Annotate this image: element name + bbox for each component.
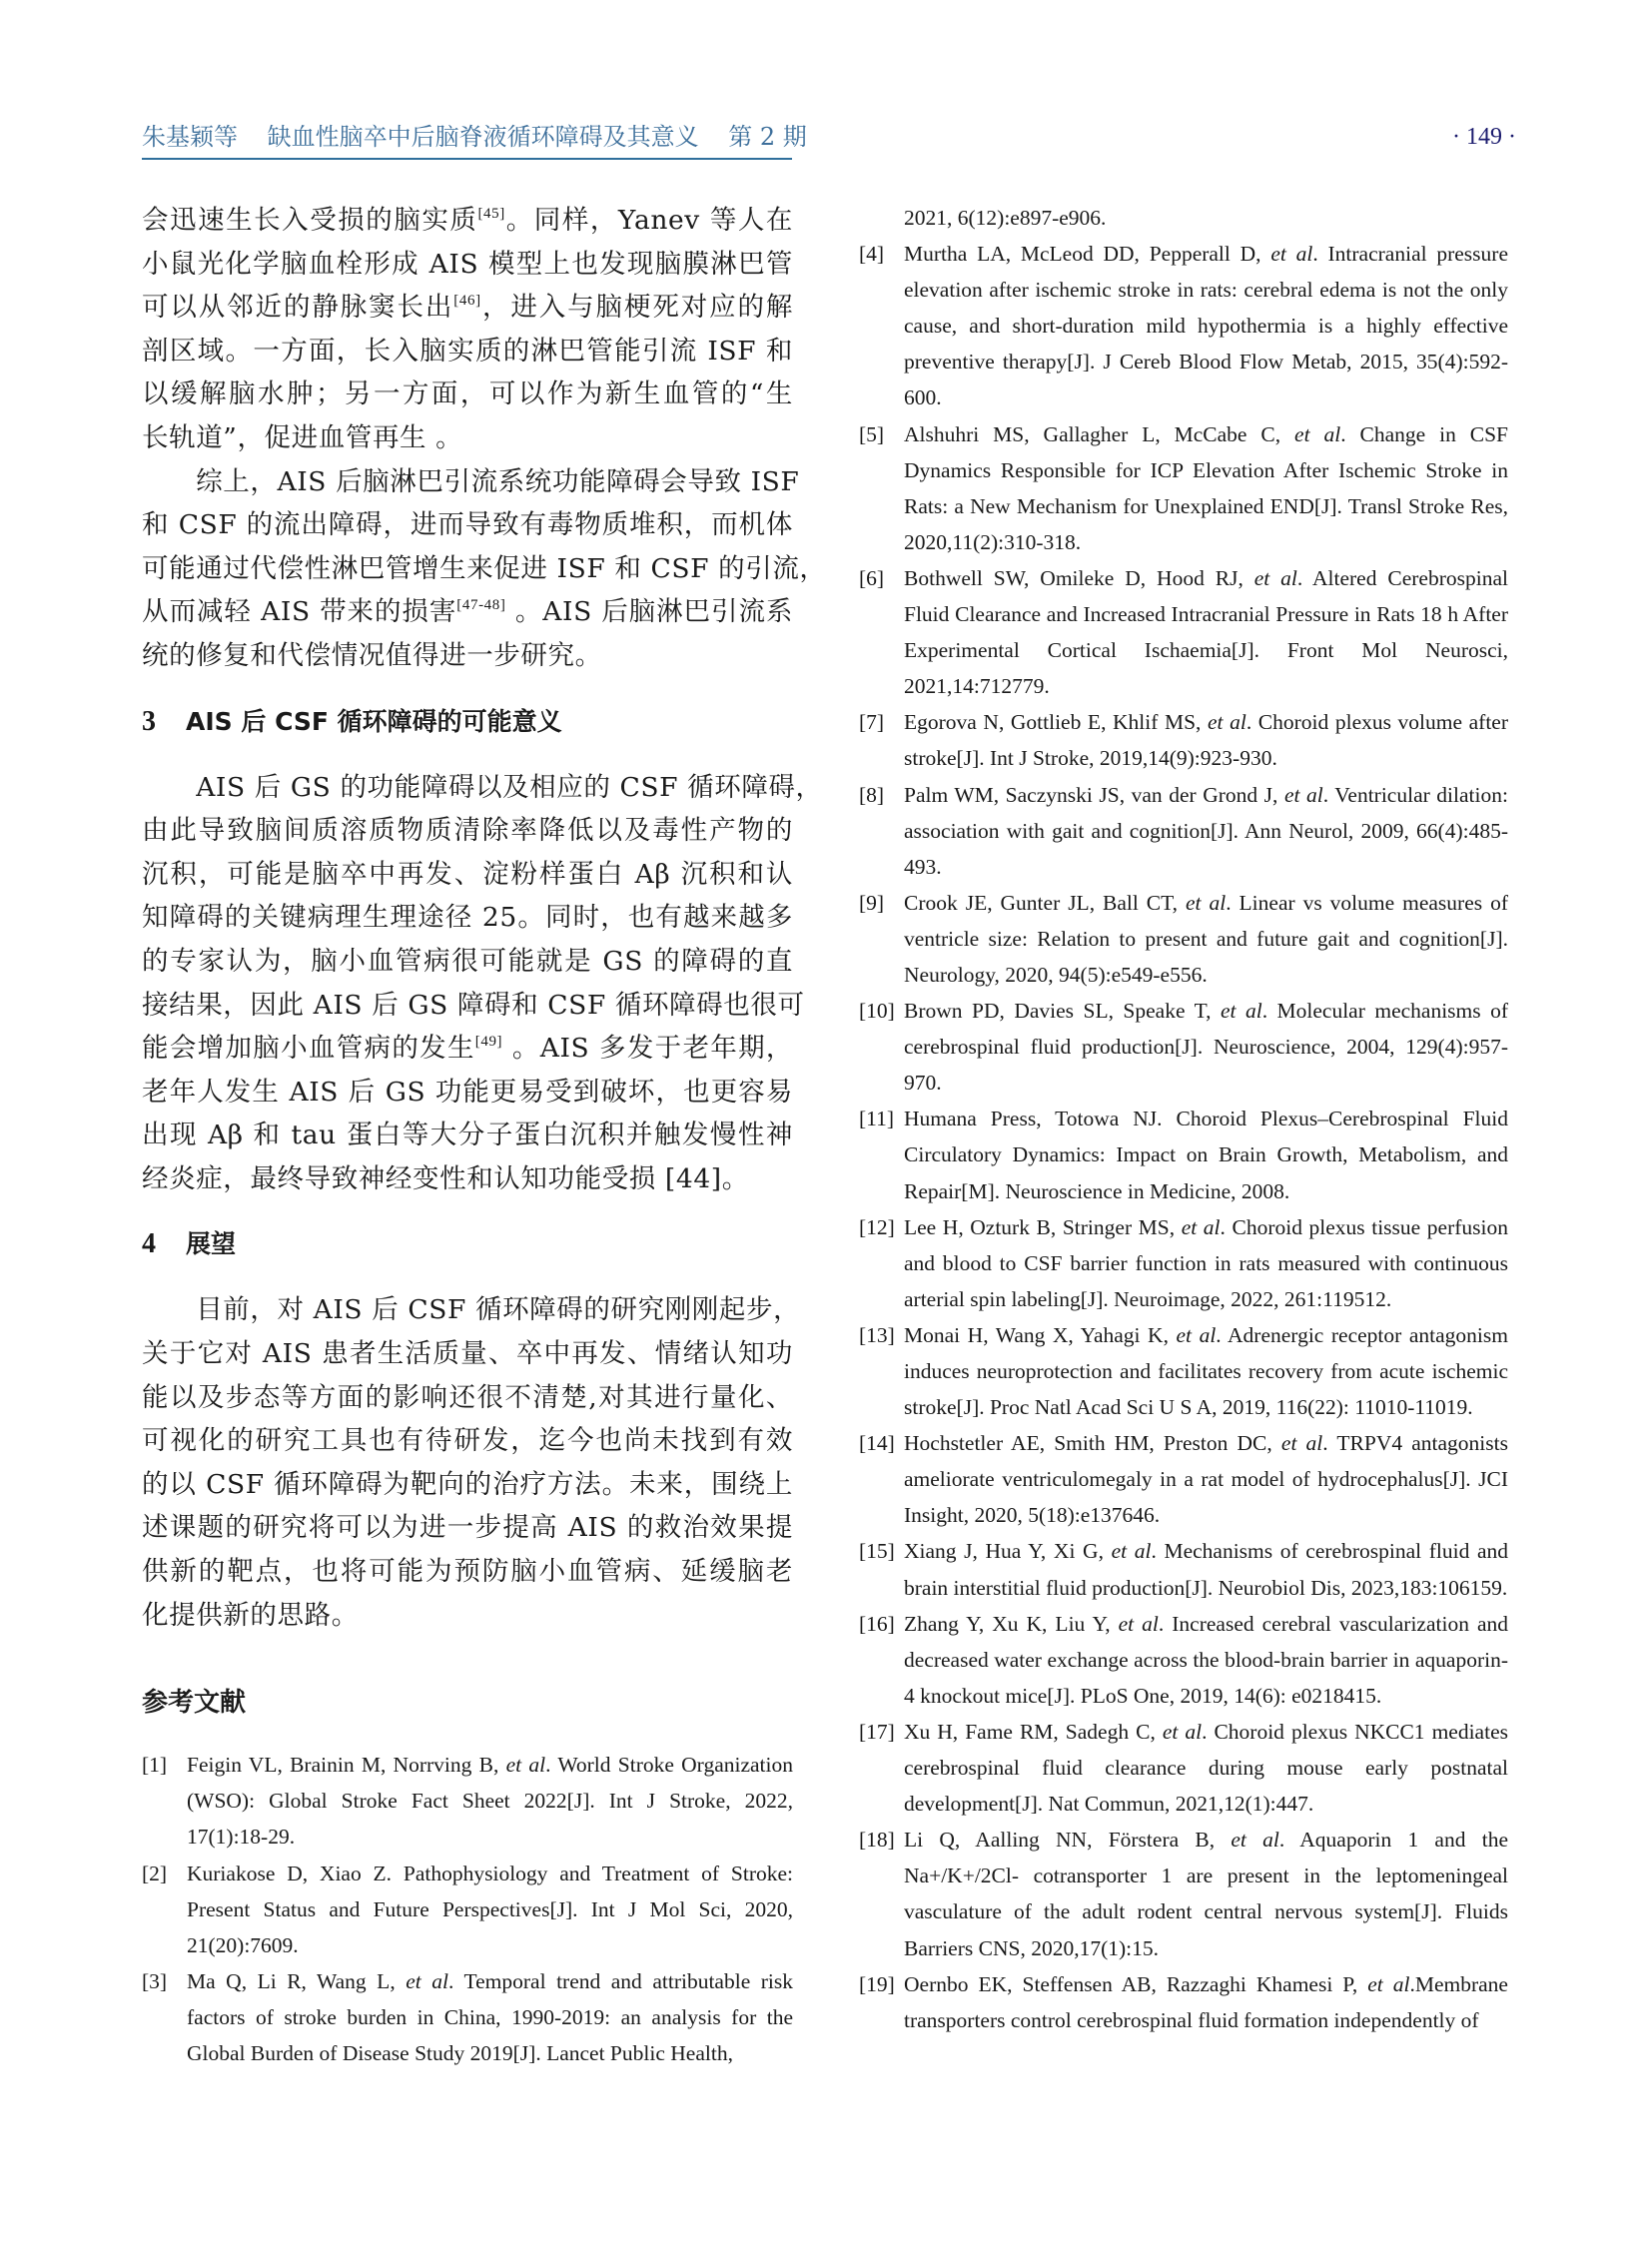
reference-authors: Bothwell SW, Omileke D, Hood RJ,	[904, 565, 1254, 590]
reference-authors: Lee H, Ozturk B, Stringer MS,	[904, 1214, 1182, 1239]
reference-number: [17]	[859, 1719, 895, 1744]
reference-item	[859, 1714, 1508, 1822]
text-segment: 沉积，可能是脑卒中再发、淀粉样蛋白 Aβ 沉积和认	[142, 858, 793, 890]
reference-authors: Alshuhri MS, Gallagher L, McCabe C,	[904, 421, 1295, 446]
reference-etal: et al	[1231, 1828, 1279, 1853]
text-segment: 目前，对 AIS 后 CSF 循环障碍的研究刚刚起步，	[142, 1294, 801, 1326]
reference-authors: Zhang Y, Xu K, Liu Y,	[904, 1611, 1119, 1636]
text-line	[142, 1376, 793, 1420]
reference-authors: Kuriakose D, Xiao Z. Pathophysiology and Treatment of Stroke: Present Status and Future Perspectives[J]. Int J Mol Sci, 2020, 21(20):7609.	[187, 1861, 793, 1957]
section-heading-3	[142, 700, 793, 744]
text-line	[142, 896, 793, 940]
reference-body: . Adrenergic receptor antagonism induces neuroprotection and facilitates recovery from acute ischemic stroke[J]. Proc Natl Acad Sci U S A, 2019, 116(22): 11010-11019.	[904, 1322, 1508, 1420]
running-head-title: 缺血性脑卒中后脑脊液循环障碍及其意义	[267, 123, 699, 151]
reference-text	[904, 1209, 1508, 1317]
text-line	[142, 984, 805, 1028]
text-segment: 。同样，Yanev 等人在	[504, 205, 793, 236]
reference-authors: Brown PD, Davies SL, Speake T,	[904, 999, 1221, 1024]
left-column	[142, 199, 827, 2071]
text-line	[142, 330, 793, 374]
citation-superscript: [45]	[477, 206, 505, 222]
text-line	[142, 1506, 793, 1550]
reference-text	[904, 1606, 1508, 1714]
text-line	[142, 1332, 793, 1376]
reference-number: [10]	[859, 999, 895, 1024]
right-column	[859, 200, 1508, 2038]
text-segment: 能以及步态等方面的影响还很不清楚,对其进行量化、	[142, 1381, 793, 1413]
reference-authors: Palm WM, Saczynski JS, van der Grond J,	[904, 782, 1284, 807]
reference-number: [4]	[859, 242, 885, 267]
reference-text	[904, 1966, 1508, 2038]
text-line	[142, 416, 793, 460]
reference-body: . Altered Cerebrospinal Fluid Clearance and Increased Intracranial Pressure in Rats 18 h After Experimental Cortical Ischaemia[J]. Front Mol Neurosci, 2021,14:712779.	[904, 565, 1508, 699]
text-line	[142, 460, 800, 504]
text-line	[142, 1594, 793, 1638]
reference-text	[904, 236, 1508, 415]
text-line	[142, 199, 793, 243]
text-segment: 关于它对 AIS 患者生活质量、卒中再发、情绪认知功	[142, 1338, 793, 1370]
text-segment: 。AIS 多发于老年期，	[502, 1033, 793, 1065]
citation-superscript: [49]	[474, 1034, 503, 1051]
reference-authors: Feigin VL, Brainin M, Norrving B,	[187, 1753, 506, 1778]
reference-item	[859, 1822, 1508, 1965]
text-segment: 接结果，因此 AIS 后 GS 障碍和 CSF 循环障碍也很可	[142, 989, 805, 1021]
reference-text	[904, 993, 1508, 1101]
text-line	[142, 1550, 793, 1594]
text-segment: 经炎症，最终导致神经变性和认知功能受损 [44]。	[142, 1162, 749, 1194]
reference-text	[187, 1963, 793, 2071]
body-paragraph-4	[142, 1288, 801, 1637]
text-line	[142, 590, 793, 634]
reference-authors: Crook JE, Gunter JL, Ball CT,	[904, 890, 1187, 915]
reference-etal: et al	[1270, 242, 1313, 267]
text-segment: 由此导致脑间质溶质物质清除率降低以及毒性产物的	[142, 815, 793, 847]
reference-etal: et al	[1294, 421, 1341, 446]
reference-number: [13]	[859, 1322, 895, 1347]
reference-item	[859, 1209, 1508, 1317]
text-segment: 能会增加脑小血管病的发生	[142, 1033, 475, 1065]
text-segment: 供新的靶点，也将可能为预防脑小血管病、延缓脑老	[142, 1556, 793, 1588]
reference-authors: Xu H, Fame RM, Sadegh C,	[904, 1719, 1163, 1744]
reference-body: . TRPV4 antagonists ameliorate ventriculomegaly in a rat model of hydrocephalus[J]. JCI Insight, 2020, 5(18):e137646.	[904, 1431, 1508, 1528]
references-heading: 参考文献	[142, 1688, 247, 1719]
text-line	[142, 1419, 793, 1463]
reference-number: [5]	[859, 421, 885, 446]
reference-number: [8]	[859, 782, 885, 807]
reference-text	[904, 1317, 1508, 1425]
reference-text	[904, 1101, 1508, 1208]
reference-number: [11]	[859, 1107, 895, 1131]
text-line	[142, 1157, 793, 1201]
reference-item	[859, 777, 1508, 885]
section-heading-4	[142, 1222, 793, 1266]
reference-body: . Increased cerebral vascularization and decreased water exchange across the blood-brain barrier in aquaporin-4 knockout mice[J]. PLoS One, 2019, 14(6): e0218415.	[904, 1611, 1508, 1708]
reference-number: [1]	[142, 1753, 168, 1778]
body-paragraph-3	[142, 766, 823, 1201]
reference-text	[904, 560, 1508, 704]
reference-number: [18]	[859, 1828, 895, 1853]
section-number: 3	[142, 705, 156, 737]
reference-body: . Choroid plexus volume after stroke[J]. Int J Stroke, 2019,14(9):923-930.	[904, 710, 1508, 771]
text-segment: 可以从邻近的静脉窦长出	[142, 292, 454, 324]
reference-etal: et al	[505, 1753, 546, 1778]
running-head-authors: 朱基颖等	[142, 123, 238, 151]
text-segment: 以缓解脑水肿；另一方面，可以作为新生血管的“生	[142, 378, 793, 410]
reference-etal: et al	[406, 1968, 448, 1993]
text-line	[142, 853, 793, 897]
reference-continuation: 2021, 6(12):e897-e906.	[904, 206, 1107, 230]
reference-authors: Monai H, Wang X, Yahagi K,	[904, 1322, 1177, 1347]
reference-item	[142, 1856, 793, 1963]
text-segment: 可能通过代偿性淋巴管增生来促进 ISF 和 CSF 的引流，	[142, 552, 827, 584]
reference-text	[904, 416, 1508, 560]
text-segment: 出现 Aβ 和 tau 蛋白等大分子蛋白沉积并触发慢性神	[142, 1120, 793, 1151]
text-segment: 。AIS 后脑淋巴引流系	[505, 596, 793, 628]
text-segment: 综上，AIS 后脑淋巴引流系统功能障碍会导致 ISF	[142, 465, 800, 497]
text-line	[142, 634, 793, 678]
reference-etal: et al	[1162, 1719, 1203, 1744]
reference-authors: Egorova N, Gottlieb E, Khlif MS,	[904, 710, 1209, 735]
reference-text	[904, 1425, 1508, 1533]
text-line	[142, 243, 793, 287]
reference-item	[142, 1963, 793, 2071]
text-segment: 小鼠光化学脑血栓形成 AIS 模型上也发现脑膜淋巴管	[142, 248, 793, 280]
text-line	[142, 1071, 793, 1115]
reference-etal: et al	[1280, 1431, 1323, 1456]
text-line	[142, 766, 823, 810]
reference-etal: et al	[1283, 782, 1323, 807]
reference-text	[904, 777, 1508, 885]
reference-item	[859, 704, 1508, 776]
text-segment: 的以 CSF 循环障碍为靶向的治疗方法。未来，围绕上	[142, 1468, 793, 1500]
reference-item	[859, 1317, 1508, 1425]
reference-text	[904, 885, 1508, 993]
reference-etal: et al	[1367, 1971, 1410, 1996]
text-line	[142, 1463, 793, 1507]
reference-etal: et al	[1186, 890, 1227, 915]
text-line	[142, 373, 793, 416]
reference-text	[187, 1856, 793, 1963]
reference-item	[859, 885, 1508, 993]
running-head-issue: 第 2 期	[728, 123, 807, 151]
text-segment: AIS 后 GS 的功能障碍以及相应的 CSF 循环障碍，	[142, 771, 823, 803]
text-segment: 知障碍的关键病理生理途径 25。同时，也有越来越多	[142, 902, 793, 934]
reference-body: . Mechanisms of cerebrospinal fluid and brain interstitial fluid production[J]. Neurobiol Dis, 2023,183:106159.	[904, 1539, 1509, 1600]
reference-body: . Molecular mechanisms of cerebrospinal fluid production[J]. Neuroscience, 2004, 129(4):957-970.	[904, 999, 1509, 1096]
reference-number: [6]	[859, 565, 885, 590]
text-line	[142, 1027, 793, 1071]
reference-item	[859, 1966, 1508, 2038]
reference-body: . World Stroke Organization (WSO): Global Stroke Fact Sheet 2022[J]. Int J Stroke, 2022, 17(1):18-29.	[187, 1753, 794, 1850]
reference-body: . Intracranial pressure elevation after ischemic stroke in rats: cerebral edema is not the only cause, and short-duration mild hypothermia is a highly effective preventive therapy[J]. J Cereb Blood Flow Metab, 2015, 35(4):592-600.	[904, 242, 1508, 410]
text-line	[142, 940, 793, 984]
reference-item	[859, 236, 1508, 415]
section-number: 4	[142, 1228, 156, 1260]
text-line	[142, 286, 793, 330]
reference-etal: et al	[1181, 1214, 1221, 1239]
reference-number: [3]	[142, 1968, 168, 1993]
page-number: · 149 ·	[1452, 124, 1516, 150]
reference-etal: et al	[1111, 1539, 1152, 1564]
reference-number: [9]	[859, 890, 885, 915]
reference-text	[904, 1533, 1508, 1605]
citation-superscript: [46]	[453, 293, 481, 310]
reference-body: . Aquaporin 1 and the Na+/K+/2Cl- cotransporter 1 are present in the leptomeningeal vasculature of the adult rodent central nervous system[J]. Fluids Barriers CNS, 2020,17(1):15.	[904, 1828, 1508, 1960]
reference-number: [7]	[859, 710, 885, 735]
reference-body: . Choroid plexus NKCC1 mediates cerebrospinal fluid clearance during mouse early postnatal development[J]. Nat Commun, 2021,12(1):447.	[904, 1719, 1508, 1817]
reference-body: . Choroid plexus tissue perfusion and blood to CSF barrier function in rats measured with continuous arterial spin labeling[J]. Neuroimage, 2022, 261:119512.	[904, 1214, 1508, 1311]
text-line	[142, 1288, 801, 1332]
reference-authors: Murtha LA, McLeod DD, Pepperall D,	[904, 242, 1271, 267]
reference-body: . Change in CSF Dynamics Responsible for ICP Elevation After Ischemic Stroke in Rats: a New Mechanism for Unexplained END[J]. Transl Stroke Res, 2020,11(2):310-318.	[904, 421, 1509, 554]
reference-text	[904, 704, 1508, 776]
reference-item	[859, 1606, 1508, 1714]
reference-authors: Xiang J, Hua Y, Xi G,	[904, 1539, 1112, 1564]
reference-body: .Membrane transporters control cerebrospinal fluid formation independently of	[904, 1971, 1508, 2032]
reference-authors: Hochstetler AE, Smith HM, Preston DC,	[904, 1431, 1281, 1456]
reference-item	[859, 1425, 1508, 1533]
reference-body: . Temporal trend and attributable risk factors of stroke burden in China, 1990-2019: an analysis for the Global Burden of Disease Study 2019[J]. Lancet Public Health,	[187, 1968, 793, 2065]
reference-item	[859, 1101, 1508, 1208]
text-segment: 老年人发生 AIS 后 GS 功能更易受到破坏，也更容易	[142, 1076, 793, 1108]
reference-authors: Oernbo EK, Steffensen AB, Razzaghi Khamesi P,	[904, 1971, 1368, 1996]
reference-number: [15]	[859, 1539, 895, 1564]
reference-item	[142, 1747, 793, 1855]
running-head	[142, 122, 807, 160]
reference-number: [12]	[859, 1214, 895, 1239]
text-segment: 和 CSF 的流出障碍，进而导致有毒物质堆积，而机体	[142, 509, 793, 541]
reference-etal: et al	[1220, 999, 1262, 1024]
text-segment: 可视化的研究工具也有待研发，迄今也尚未找到有效	[142, 1425, 793, 1457]
reference-number: [2]	[142, 1861, 168, 1885]
body-paragraph-2	[142, 460, 827, 678]
text-line	[142, 1114, 793, 1157]
text-segment: 统的修复和代偿情况值得进一步研究。	[142, 639, 602, 671]
reference-item	[859, 993, 1508, 1101]
reference-text	[904, 1714, 1508, 1822]
text-line	[142, 809, 793, 853]
text-segment: 化提供新的思路。	[142, 1599, 359, 1631]
text-segment: 从而减轻 AIS 带来的损害	[142, 596, 457, 628]
text-segment: 长轨道”，促进血管再生 。	[142, 421, 463, 453]
body-paragraph-1	[142, 199, 793, 460]
reference-item	[859, 416, 1508, 560]
text-segment: 会迅速生长入受损的脑实质	[142, 205, 478, 236]
reference-text	[187, 1747, 793, 1855]
reference-authors: Humana Press, Totowa NJ. Choroid Plexus–Cerebrospinal Fluid Circulatory Dynamics: Impact on Brain Growth, Metabolism, and Repair[M]. Neuroscience in Medicine, 2008.	[904, 1107, 1508, 1203]
text-line	[142, 503, 793, 547]
text-segment: 述课题的研究将可以为进一步提高 AIS 的救治效果提	[142, 1512, 793, 1544]
reference-list-left	[142, 1747, 793, 2071]
reference-etal: et al	[1176, 1322, 1217, 1347]
reference-text	[904, 1822, 1508, 1965]
reference-authors: Ma Q, Li R, Wang L,	[187, 1968, 407, 1993]
reference-etal: et al	[1118, 1611, 1159, 1636]
reference-number: [14]	[859, 1431, 895, 1456]
reference-item	[859, 1533, 1508, 1605]
section-title: AIS 后 CSF 循环障碍的可能意义	[186, 706, 562, 736]
reference-etal: et al	[1208, 710, 1246, 735]
reference-list-right	[859, 200, 1508, 2038]
reference-etal: et al	[1253, 565, 1297, 590]
reference-number: [16]	[859, 1611, 895, 1636]
text-segment: ，进入与脑梗死对应的解	[480, 292, 793, 324]
reference-item	[859, 560, 1508, 704]
reference-body: . Ventricular dilation: association with gait and cognition[J]. Ann Neurol, 2009, 66(4):485-493.	[904, 782, 1508, 879]
citation-superscript: [47-48]	[456, 597, 506, 614]
text-segment: 剖区域。一方面，长入脑实质的淋巴管能引流 ISF 和	[142, 335, 793, 367]
reference-body: . Linear vs volume measures of ventricle size: Relation to present and future gait and cognition[J]. Neurology, 2020, 94(5):e549-e556.	[904, 890, 1508, 987]
reference-authors: Li Q, Aalling NN, Förstera B,	[904, 1828, 1232, 1853]
reference-number: [19]	[859, 1971, 895, 1996]
section-title: 展望	[186, 1229, 237, 1259]
text-segment: 的专家认为，脑小血管病很可能就是 GS 的障碍的直	[142, 945, 793, 977]
text-line	[142, 547, 827, 591]
